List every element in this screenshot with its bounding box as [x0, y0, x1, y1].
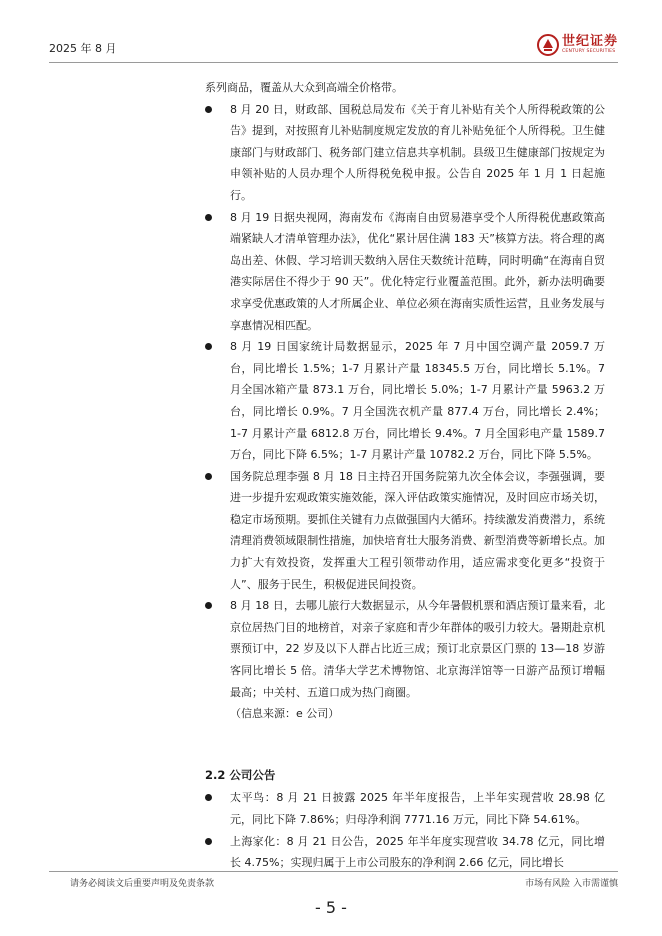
disclaimer-notice: 请务必阅读文后重要声明及免责条款: [70, 879, 215, 889]
announcement-text: 太平鸟：8 月 21 日披露 2025 年半年度报告，上半年实现营收 28.98 亿元，同比下降 7.86%；归母净利润 7771.16 万元，同比下降 54.61%。: [230, 791, 605, 826]
logo-chinese-name: 世纪证券: [561, 34, 618, 50]
company-logo: [537, 34, 618, 56]
bullet-icon: [205, 106, 212, 113]
footer-divider: [49, 871, 618, 872]
news-item: [205, 595, 605, 703]
section-heading: 2.2 公司公告: [205, 767, 276, 782]
bullet-icon: [205, 838, 212, 845]
news-item-text: 8 月 19 日国家统计局数据显示，2025 年 7 月中国空调产量 2059.7 万台，同比增长 1.5%；1-7 月累计产量 18345.5 万台，同比增长 5.1%。7 月全国冰箱产量 873.1 万台，同比增长 5.0%；1-7 月累计产量 5963.2 万台，同比增长 0.9%。7 月全国洗衣机产量 877.4 万台，同比增长 2.4%；1-7 月累计产量 6812.8 万台，同比增长 9.4%。7 月全国彩电产量 1589.7 万台，同比下降 6.5%；1-7 月累计产量 10782.2 万台，同比下降 5.5%。: [230, 340, 605, 462]
news-item: [205, 466, 605, 596]
news-item: [205, 336, 605, 466]
announcement-item: [205, 787, 605, 830]
news-item-text: 国务院总理李强 8 月 18 日主持召开国务院第九次全体会议，李强强调，要进一步提升宏观政策实施效能，深入评估政策实施情况，及时回应市场关切，稳定市场预期。要抓住关键有力点做强国内大循环。持续激发消费潜力，系统清理消费领域限制性措施，加快培育壮大服务消费、新型消费等新增长点。加力扩大有效投资，发挥重大工程引领带动作用，适应需求变化更多“投资于人”、服务于民生，积极促进民间投资。: [230, 469, 605, 591]
bullet-icon: [205, 473, 212, 480]
bullet-icon: [205, 602, 212, 609]
bullet-icon: [205, 214, 212, 221]
news-item: [205, 99, 605, 207]
bullet-icon: [205, 343, 212, 350]
announcement-text: 上海家化：8 月 21 日公告，2025 年半年度实现营收 34.78 亿元，同比增长 4.75%；实现归属于上市公司股东的净利润 2.66 亿元，同比增长: [230, 834, 605, 870]
news-item: [205, 207, 605, 337]
bullet-icon: [205, 794, 212, 801]
logo-english-name: CENTURY SECURITIES: [561, 49, 616, 55]
continued-paragraph: 系列商品，覆盖从大众到高端全价格带。: [205, 81, 403, 94]
news-item-text: 8 月 18 日，去哪儿旅行大数据显示，从今年暑假机票和酒店预订量来看，北京位居热门目的地榜首，对亲子家庭和青少年群体的吸引力较大。暑期赴京机票预订中，22 岁及以下人群占比近三成；预订北京景区门票的 13—18 岁游客同比增长 5 倍。清华大学艺术博物馆、北京海洋馆等一日游产品预订增幅最高；中关村、五道口成为热门商圈。: [230, 599, 605, 699]
news-item-text: 8 月 20 日，财政部、国税总局发布《关于育儿补贴有关个人所得税政策的公告》提到，对按照育儿补贴制度规定发放的育儿补贴免征个人所得税。卫生健康部门与财政部门、税务部门建立信息共享机制。县级卫生健康部门按规定为申领补贴的人员办理个人所得税免税申报。公告自 2025 年 1 月 1 日起施行。: [230, 102, 605, 202]
news-item-text: 8 月 19 日据央视网，海南发布《海南自由贸易港享受个人所得税优惠政策高端紧缺人才清单管理办法》，优化“累计居住满 183 天”核算方法。将合理的离岛出差、休假、学习培训天数纳入居住天数统计范畴，同时明确“在海南自贸港实际居住不得少于 90 天”。优化特定行业覆盖范围。此外，新办法明确要求享受优惠政策的人才所属企业、单位必须在海南实质性运营，且业务发展与享惠情况相匹配。: [230, 210, 605, 332]
report-date: 2025 年 8 月: [49, 42, 117, 55]
info-source: （信息来源：e 公司）: [230, 707, 340, 721]
announcement-item: [205, 831, 605, 874]
risk-warning: 市场有风险 入市需谨慎: [525, 879, 618, 889]
page-number: - 5 -: [315, 898, 347, 917]
header-divider: [49, 62, 618, 63]
century-securities-logo-icon: [537, 34, 559, 56]
report-body: [205, 77, 605, 874]
